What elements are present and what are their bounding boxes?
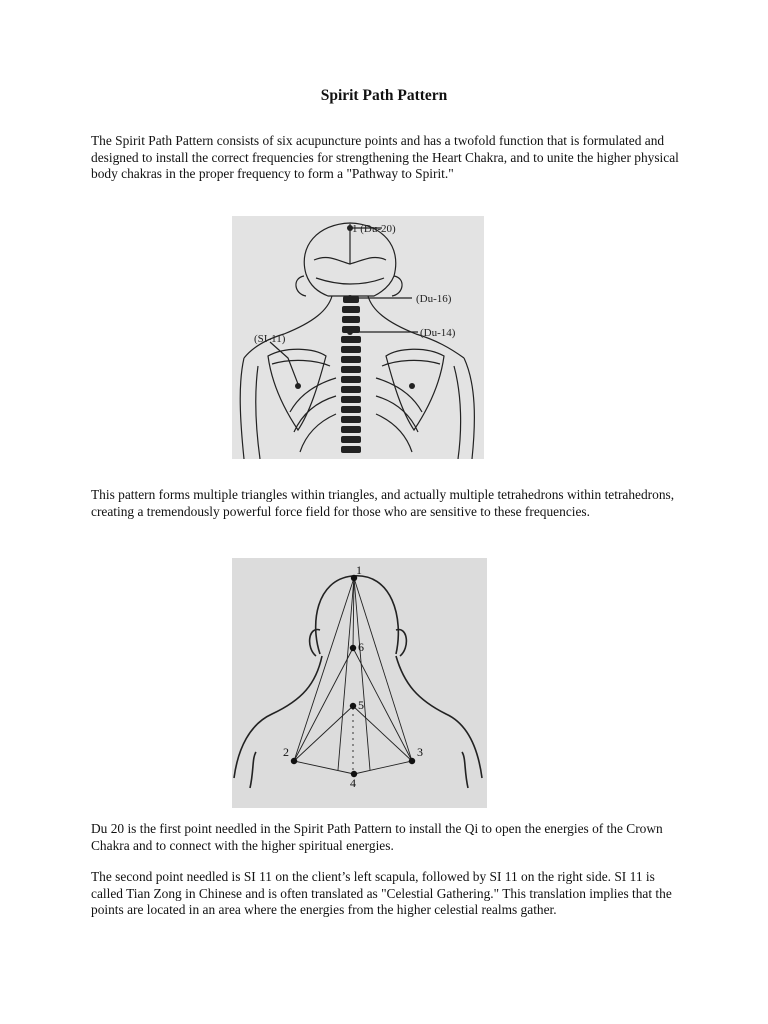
label-si11: (SI-11) (254, 333, 286, 345)
point-label-4: 4 (350, 776, 356, 790)
paragraph-triangles: This pattern forms multiple triangles within triangles, and actually multiple tetrahedrons within tetrahedrons, creating a tremendously powerful force field for those who are sensitive to these frequencies. (91, 487, 675, 519)
paragraph-du20: Du 20 is the first point needled in the Spirit Path Pattern to install the Qi to open the energies of the Crown Chakra and to connect with the higher spiritual energies. (91, 821, 663, 853)
page-title: Spirit Path Pattern (320, 87, 448, 104)
label-du16: (Du-16) (416, 293, 452, 305)
point-label-6: 6 (358, 640, 364, 654)
point-label-2: 2 (283, 745, 289, 759)
paragraph-si11: The second point needled is SI 11 on the client’s left scapula, followed by SI 11 on the right side. SI 11 is called Tian Zong in Chinese and is often translated as "Celestial Gathering." This translation implies that the points are located in an area where the energies from the higher celestial realms gather. (91, 869, 672, 918)
spirit-path-diagram (232, 558, 487, 808)
paragraph-intro: The Spirit Path Pattern consists of six acupuncture points and has a twofold function that is formulated and designed to install the correct frequencies for strengthening the Heart Chakra, and to unite the higher physical body chakras in the proper frequency to form a "Pathway to Spirit." (91, 133, 679, 182)
point-label-1: 1 (356, 563, 362, 577)
skeleton-back-figure (232, 216, 484, 459)
label-du14: (Du-14) (420, 327, 456, 339)
label-du20: 1 (Du-20) (352, 223, 396, 235)
point-label-5: 5 (358, 698, 364, 712)
point-label-3: 3 (417, 745, 423, 759)
